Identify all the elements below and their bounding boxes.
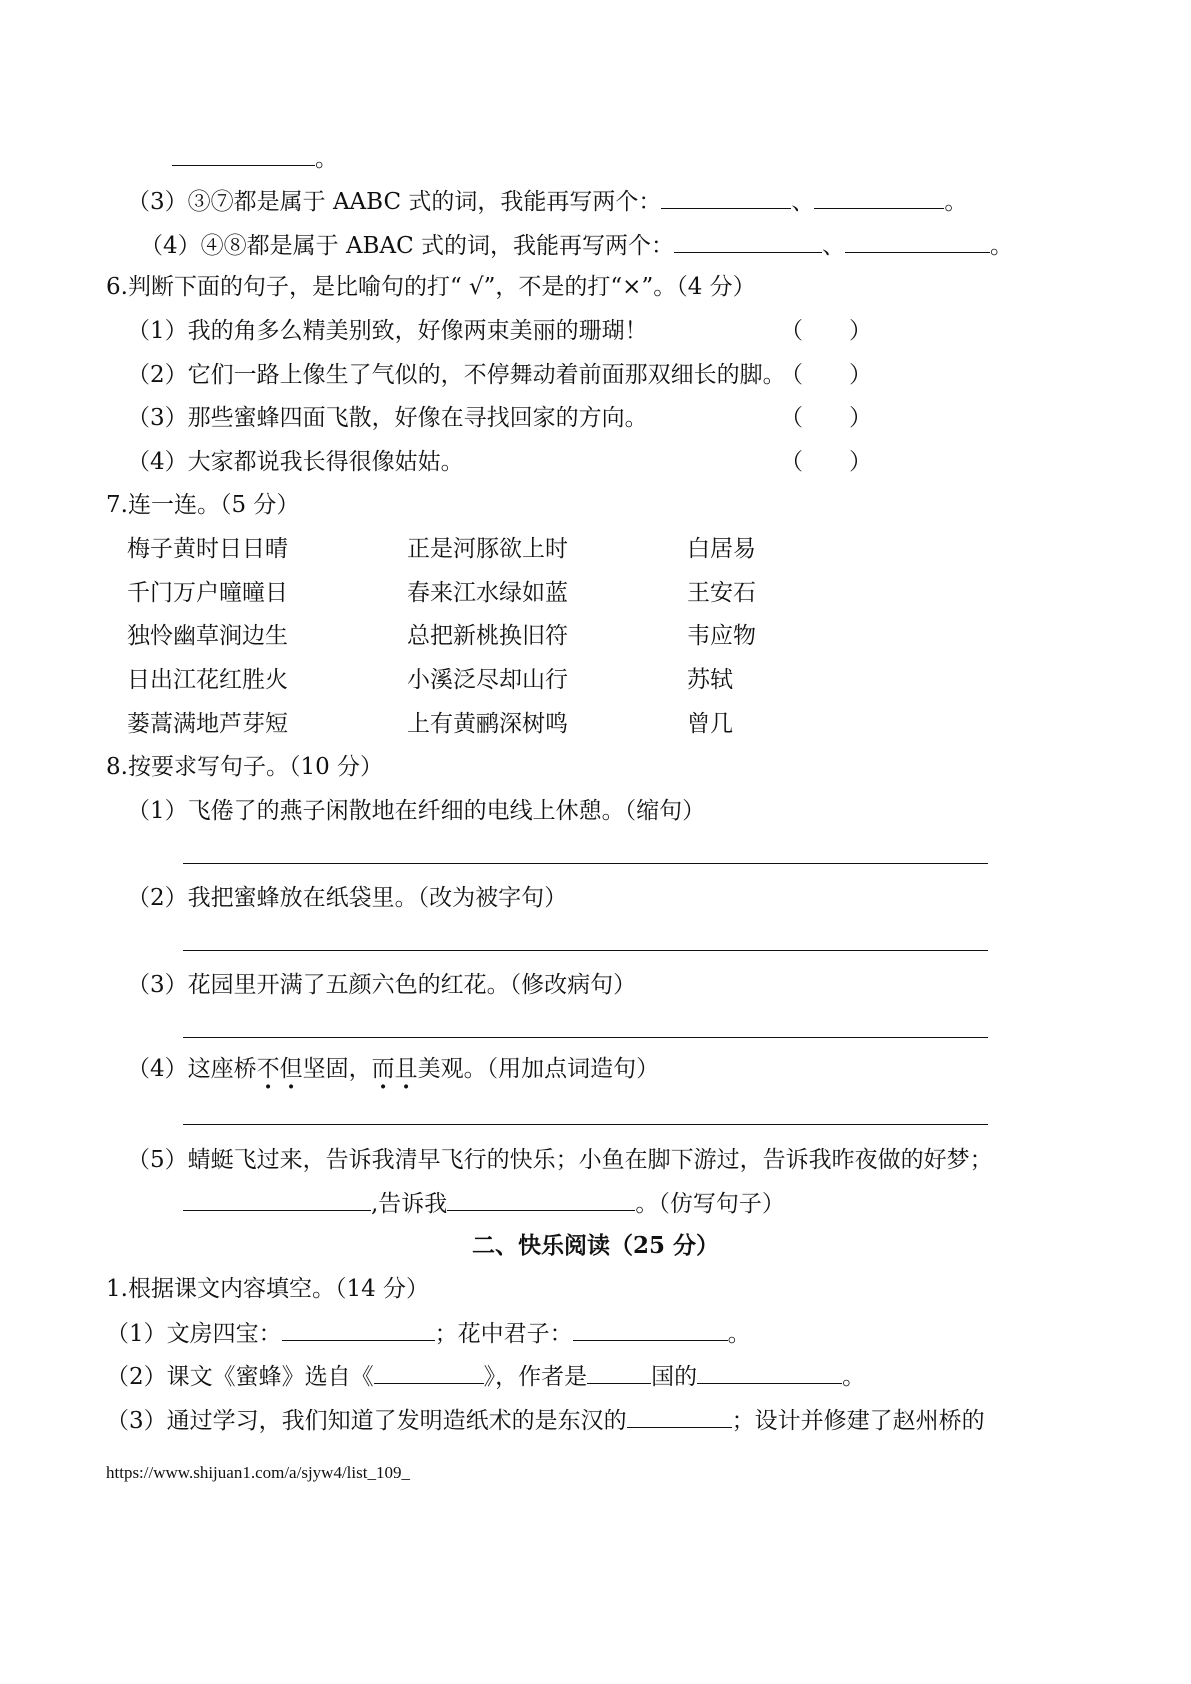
answer-paren[interactable]: （ ） — [780, 318, 872, 344]
q6-item-2: （2）它们一路上像生了气似的，不停舞动着前面那双细长的脚。 — [127, 362, 786, 388]
footer-url[interactable]: https://www.shijuan1.com/a/sjyw4/list_109_ — [106, 1463, 410, 1482]
answer-blank[interactable] — [172, 143, 315, 166]
q8-item-2: （2）我把蜜蜂放在纸袋里。（改为被字句） — [127, 885, 568, 911]
answer-line[interactable] — [183, 1037, 988, 1038]
q6-item-1: （1）我的角多么精美别致，好像两束美丽的珊瑚！ — [127, 318, 648, 344]
q8-item-5-blanks: ,告诉我 。（仿写句子） — [183, 1188, 785, 1218]
answer-blank[interactable] — [697, 1361, 842, 1384]
q5-top-line: 。 — [172, 143, 338, 173]
poem-line[interactable]: 梅子黄时日日晴 — [127, 536, 288, 562]
poet-name[interactable]: 曾几 — [687, 711, 733, 737]
q6-item-4: （4）大家都说我长得很像姑姑。 — [127, 449, 464, 475]
answer-blank[interactable] — [627, 1405, 732, 1428]
poem-line[interactable]: 总把新桃换旧符 — [407, 623, 568, 649]
poet-name[interactable]: 苏轼 — [687, 667, 733, 693]
emphasis-char: 不 — [256, 1056, 280, 1082]
r1-title: 1.根据课文内容填空。（14 分） — [106, 1276, 430, 1302]
emphasis-char: 且 — [394, 1056, 418, 1082]
answer-blank[interactable] — [674, 230, 822, 253]
poet-name[interactable]: 韦应物 — [687, 623, 756, 649]
poem-line[interactable]: 上有黄鹂深树鸣 — [407, 711, 568, 737]
q8-item-4: （4）这座桥不但坚固，而且美观。（用加点词造句） — [127, 1056, 660, 1082]
q5-item-4: （4）④⑧都是属于 ABAC 式的词，我能再写两个： 、 。 — [140, 230, 1013, 260]
answer-blank[interactable] — [814, 186, 944, 209]
emphasis-char: 但 — [279, 1056, 303, 1082]
q6-title: 6.判断下面的句子，是比喻句的打“ √”，不是的打“×”。（4 分） — [106, 274, 756, 300]
answer-blank[interactable] — [573, 1318, 728, 1341]
poem-line[interactable]: 独怜幽草涧边生 — [127, 623, 288, 649]
answer-line[interactable] — [183, 950, 988, 951]
answer-blank[interactable] — [845, 230, 990, 253]
poem-line[interactable]: 正是河豚欲上时 — [407, 536, 568, 562]
q8-item-5: （5）蜻蜓飞过来，告诉我清早飞行的快乐；小鱼在脚下游过，告诉我昨夜做的好梦； — [127, 1147, 993, 1173]
answer-blank[interactable] — [183, 1188, 371, 1211]
answer-blank[interactable] — [282, 1318, 435, 1341]
r1-item-2: （2）课文《蜜蜂》选自《 》，作者是 国的 。 — [106, 1361, 865, 1391]
r1-item-1: （1）文房四宝： ；花中君子： 。 — [106, 1318, 751, 1348]
poem-line[interactable]: 小溪泛尽却山行 — [407, 667, 568, 693]
q6-item-3: （3）那些蜜蜂四面飞散，好像在寻找回家的方向。 — [127, 405, 648, 431]
answer-blank[interactable] — [661, 186, 791, 209]
q5-item-3: （3）③⑦都是属于 AABC 式的词，我能再写两个： 、 。 — [127, 186, 967, 216]
q8-item-3: （3）花园里开满了五颜六色的红花。（修改病句） — [127, 972, 637, 998]
poem-line[interactable]: 日出江花红胜火 — [127, 667, 288, 693]
section-heading: 二、快乐阅读（25 分） — [471, 1232, 719, 1259]
poet-name[interactable]: 王安石 — [687, 580, 756, 606]
q8-title: 8.按要求写句子。（10 分） — [106, 754, 384, 780]
q8-item-1: （1）飞倦了的燕子闲散地在纤细的电线上休憩。（缩句） — [127, 798, 706, 824]
answer-line[interactable] — [183, 863, 988, 864]
poem-line[interactable]: 千门万户曈曈日 — [127, 580, 288, 606]
answer-blank[interactable] — [587, 1361, 651, 1384]
emphasis-char: 而 — [371, 1056, 395, 1082]
answer-line[interactable] — [183, 1124, 988, 1125]
poem-line[interactable]: 蒌蒿满地芦芽短 — [127, 711, 288, 737]
r1-item-3: （3）通过学习，我们知道了发明造纸术的是东汉的 ；设计并修建了赵州桥的 — [106, 1405, 985, 1435]
answer-blank[interactable] — [374, 1361, 484, 1384]
poet-name[interactable]: 白居易 — [687, 536, 756, 562]
q7-title: 7.连一连。（5 分） — [106, 492, 300, 518]
answer-blank[interactable] — [447, 1188, 635, 1211]
poem-line[interactable]: 春来江水绿如蓝 — [407, 580, 568, 606]
answer-paren[interactable]: （ ） — [780, 405, 872, 431]
answer-paren[interactable]: （ ） — [780, 362, 872, 388]
answer-paren[interactable]: （ ） — [780, 449, 872, 475]
